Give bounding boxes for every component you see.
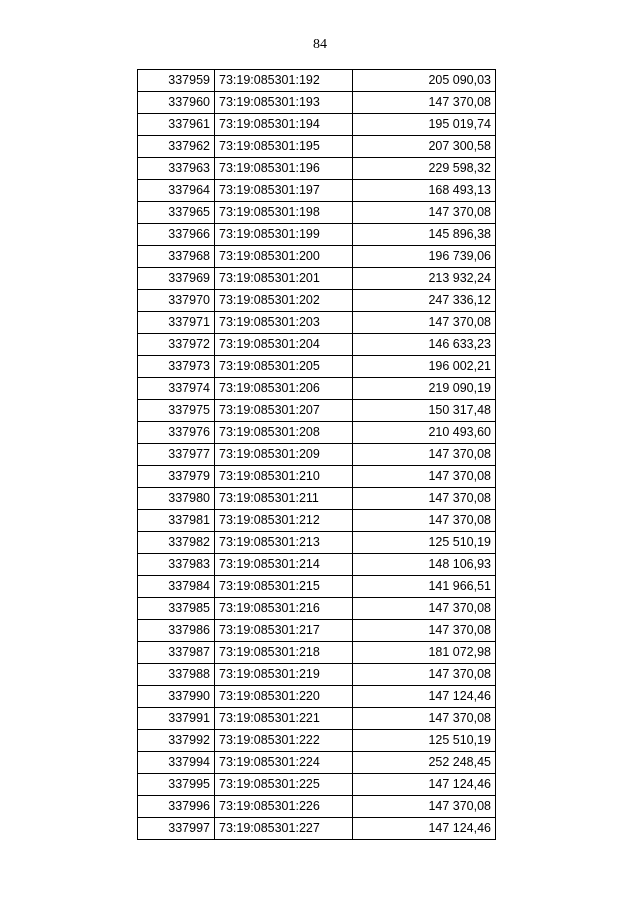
table-row (138, 818, 496, 840)
value-cell: 196 739,06 (353, 246, 496, 268)
table-row (138, 378, 496, 400)
row-number-cell: 337962 (138, 136, 215, 158)
value-cell: 213 932,24 (353, 268, 496, 290)
cadastral-number-cell: 73:19:085301:203 (215, 312, 353, 334)
row-number-cell: 337992 (138, 730, 215, 752)
row-number-cell: 337979 (138, 466, 215, 488)
value-cell: 219 090,19 (353, 378, 496, 400)
cadastral-number-cell: 73:19:085301:224 (215, 752, 353, 774)
table-row (138, 114, 496, 136)
cadastral-number-cell: 73:19:085301:225 (215, 774, 353, 796)
value-cell: 145 896,38 (353, 224, 496, 246)
row-number-cell: 337972 (138, 334, 215, 356)
row-number-cell: 337961 (138, 114, 215, 136)
cadastral-number-cell: 73:19:085301:217 (215, 620, 353, 642)
value-cell: 252 248,45 (353, 752, 496, 774)
cadastral-number-cell: 73:19:085301:192 (215, 70, 353, 92)
table-row (138, 796, 496, 818)
table-row (138, 466, 496, 488)
cadastral-number-cell: 73:19:085301:214 (215, 554, 353, 576)
row-number-cell: 337964 (138, 180, 215, 202)
value-cell: 141 966,51 (353, 576, 496, 598)
value-cell: 147 124,46 (353, 818, 496, 840)
value-cell: 247 336,12 (353, 290, 496, 312)
value-cell: 229 598,32 (353, 158, 496, 180)
table-row (138, 576, 496, 598)
table-row (138, 686, 496, 708)
cadastral-number-cell: 73:19:085301:201 (215, 268, 353, 290)
table-row (138, 202, 496, 224)
table-row (138, 356, 496, 378)
table-row (138, 510, 496, 532)
table-row (138, 224, 496, 246)
value-cell: 147 370,08 (353, 202, 496, 224)
table-row (138, 444, 496, 466)
value-cell: 125 510,19 (353, 532, 496, 554)
cadastral-number-cell: 73:19:085301:210 (215, 466, 353, 488)
table-row (138, 554, 496, 576)
cadastral-number-cell: 73:19:085301:215 (215, 576, 353, 598)
row-number-cell: 337971 (138, 312, 215, 334)
cadastral-number-cell: 73:19:085301:222 (215, 730, 353, 752)
value-cell: 147 370,08 (353, 796, 496, 818)
row-number-cell: 337988 (138, 664, 215, 686)
row-number-cell: 337986 (138, 620, 215, 642)
row-number-cell: 337975 (138, 400, 215, 422)
cadastral-number-cell: 73:19:085301:209 (215, 444, 353, 466)
cadastral-number-cell: 73:19:085301:211 (215, 488, 353, 510)
value-cell: 147 370,08 (353, 664, 496, 686)
row-number-cell: 337965 (138, 202, 215, 224)
cadastral-number-cell: 73:19:085301:219 (215, 664, 353, 686)
row-number-cell: 337973 (138, 356, 215, 378)
value-cell: 195 019,74 (353, 114, 496, 136)
value-cell: 181 072,98 (353, 642, 496, 664)
row-number-cell: 337990 (138, 686, 215, 708)
cadastral-number-cell: 73:19:085301:195 (215, 136, 353, 158)
row-number-cell: 337994 (138, 752, 215, 774)
table-row (138, 752, 496, 774)
row-number-cell: 337991 (138, 708, 215, 730)
cadastral-number-cell: 73:19:085301:193 (215, 92, 353, 114)
cadastral-number-cell: 73:19:085301:194 (215, 114, 353, 136)
row-number-cell: 337969 (138, 268, 215, 290)
cadastral-number-cell: 73:19:085301:213 (215, 532, 353, 554)
row-number-cell: 337959 (138, 70, 215, 92)
cadastral-number-cell: 73:19:085301:226 (215, 796, 353, 818)
page-number: 84 (313, 37, 327, 52)
value-cell: 196 002,21 (353, 356, 496, 378)
value-cell: 147 370,08 (353, 620, 496, 642)
cadastral-number-cell: 73:19:085301:202 (215, 290, 353, 312)
table-row (138, 598, 496, 620)
row-number-cell: 337996 (138, 796, 215, 818)
value-cell: 168 493,13 (353, 180, 496, 202)
table-row (138, 708, 496, 730)
table-row (138, 642, 496, 664)
value-cell: 147 370,08 (353, 444, 496, 466)
cadastral-number-cell: 73:19:085301:196 (215, 158, 353, 180)
table-row (138, 70, 496, 92)
table-row (138, 290, 496, 312)
table-row (138, 730, 496, 752)
value-cell: 125 510,19 (353, 730, 496, 752)
row-number-cell: 337981 (138, 510, 215, 532)
row-number-cell: 337960 (138, 92, 215, 114)
cadastral-number-cell: 73:19:085301:199 (215, 224, 353, 246)
value-cell: 147 370,08 (353, 510, 496, 532)
row-number-cell: 337984 (138, 576, 215, 598)
table-body (138, 70, 496, 840)
table-row (138, 774, 496, 796)
table-row (138, 620, 496, 642)
cadastral-number-cell: 73:19:085301:216 (215, 598, 353, 620)
row-number-cell: 337997 (138, 818, 215, 840)
row-number-cell: 337974 (138, 378, 215, 400)
table-row (138, 180, 496, 202)
row-number-cell: 337980 (138, 488, 215, 510)
row-number-cell: 337963 (138, 158, 215, 180)
value-cell: 207 300,58 (353, 136, 496, 158)
cadastral-number-cell: 73:19:085301:208 (215, 422, 353, 444)
row-number-cell: 337985 (138, 598, 215, 620)
value-cell: 210 493,60 (353, 422, 496, 444)
value-cell: 147 370,08 (353, 92, 496, 114)
cadastral-number-cell: 73:19:085301:227 (215, 818, 353, 840)
value-cell: 150 317,48 (353, 400, 496, 422)
table-row (138, 422, 496, 444)
cadastral-number-cell: 73:19:085301:207 (215, 400, 353, 422)
cadastral-number-cell: 73:19:085301:220 (215, 686, 353, 708)
cadastral-number-cell: 73:19:085301:197 (215, 180, 353, 202)
table-row (138, 488, 496, 510)
row-number-cell: 337987 (138, 642, 215, 664)
row-number-cell: 337977 (138, 444, 215, 466)
row-number-cell: 337982 (138, 532, 215, 554)
table-row (138, 532, 496, 554)
value-cell: 147 370,08 (353, 466, 496, 488)
table-row (138, 312, 496, 334)
value-cell: 147 370,08 (353, 598, 496, 620)
table-row (138, 334, 496, 356)
row-number-cell: 337970 (138, 290, 215, 312)
row-number-cell: 337995 (138, 774, 215, 796)
value-cell: 147 370,08 (353, 312, 496, 334)
table-row (138, 136, 496, 158)
table-row (138, 664, 496, 686)
table-row (138, 246, 496, 268)
value-cell: 148 106,93 (353, 554, 496, 576)
data-table (137, 69, 496, 840)
cadastral-number-cell: 73:19:085301:206 (215, 378, 353, 400)
value-cell: 147 370,08 (353, 488, 496, 510)
row-number-cell: 337976 (138, 422, 215, 444)
table-row (138, 92, 496, 114)
value-cell: 147 124,46 (353, 686, 496, 708)
row-number-cell: 337966 (138, 224, 215, 246)
value-cell: 147 124,46 (353, 774, 496, 796)
cadastral-number-cell: 73:19:085301:205 (215, 356, 353, 378)
cadastral-number-cell: 73:19:085301:218 (215, 642, 353, 664)
table-row (138, 268, 496, 290)
row-number-cell: 337968 (138, 246, 215, 268)
cadastral-number-cell: 73:19:085301:204 (215, 334, 353, 356)
table-row (138, 400, 496, 422)
value-cell: 147 370,08 (353, 708, 496, 730)
cadastral-number-cell: 73:19:085301:221 (215, 708, 353, 730)
cadastral-number-cell: 73:19:085301:200 (215, 246, 353, 268)
value-cell: 146 633,23 (353, 334, 496, 356)
cadastral-number-cell: 73:19:085301:212 (215, 510, 353, 532)
cadastral-number-cell: 73:19:085301:198 (215, 202, 353, 224)
table-row (138, 158, 496, 180)
value-cell: 205 090,03 (353, 70, 496, 92)
row-number-cell: 337983 (138, 554, 215, 576)
